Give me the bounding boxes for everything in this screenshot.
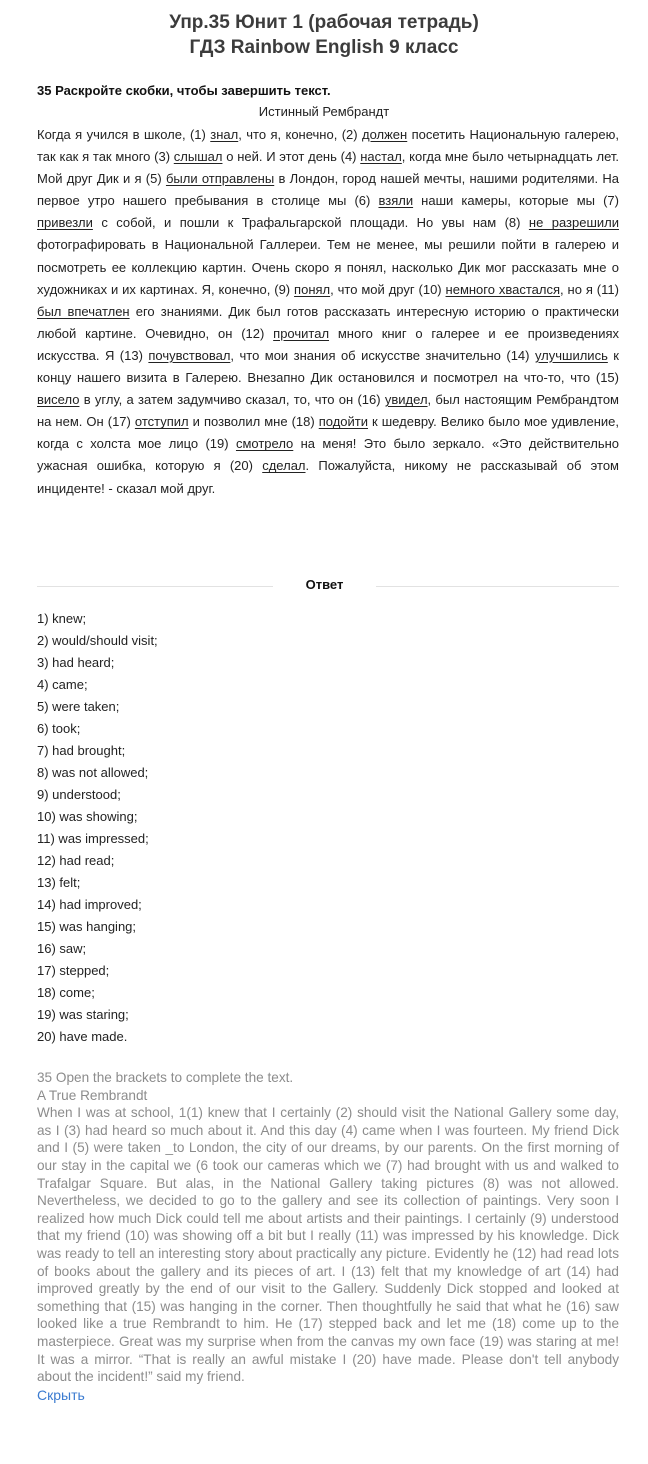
answer-item: 9) understood; <box>37 787 121 802</box>
answer-item: 18) come; <box>37 985 95 1000</box>
underlined-answer-word: сделал <box>262 458 306 474</box>
page-title <box>0 10 648 60</box>
text-segment: , но я (11) <box>560 281 619 297</box>
text-segment: , когда мне было четырнадцать лет. Мой друг Дик и я (5) <box>37 149 619 187</box>
underlined-answer-word: подойти <box>318 414 369 430</box>
answer-item: 14) had improved; <box>37 897 142 912</box>
text-segment: . Пожалуйста, никому не рассказывай об этом инциденте! - сказал мой друг. <box>37 458 619 496</box>
answer-item: 1) knew; <box>37 611 87 626</box>
text-segment: фотографировать в Национальной Галлереи. Тем не менее, мы решили пойти в галерею и посмотреть ее коллекцию картин. Очень скоро я понял, насколько Дик мог рассказать мне о художниках и их картинах. Я, конечно, (9) <box>37 237 619 297</box>
text-segment: , что я, конечно, (2) <box>238 127 362 142</box>
text-segment: и позволил мне (18) <box>188 414 319 430</box>
answer-item: 4) came; <box>37 677 88 692</box>
text-segment: к концу нашего визита в Галерею. Внезапно Дик остановился и посмотрел на что-то, что (15) <box>37 347 619 386</box>
answer-label: Ответ <box>305 577 344 592</box>
text-segment: в углу, а затем задумчиво сказал, то, что он (16) <box>79 392 385 408</box>
underlined-answer-word: почувствовал <box>148 347 231 363</box>
answer-item: 15) was hanging; <box>37 919 137 934</box>
answer-item: 16) saw; <box>37 941 87 956</box>
text-segment: , что мои знания об искусстве значительно (14) <box>230 347 535 363</box>
answer-item: 2) would/should visit; <box>37 633 158 648</box>
answer-item: 20) have made. <box>37 1029 128 1044</box>
underlined-answer-word: смотрело <box>235 436 294 452</box>
underlined-answer-word: немного хвастался <box>445 281 561 297</box>
english-heading: 35 Open the brackets to complete the text. <box>37 1070 294 1085</box>
text-segment: на меня! Это было зеркало. «Это действительно ужасная ошибка, которую я (20) <box>37 436 619 474</box>
answer-item: 10) was showing; <box>37 809 138 824</box>
underlined-answer-word: не разрешили <box>528 215 619 231</box>
answer-item: 19) was staring; <box>37 1007 129 1022</box>
underlined-answer-word: был впечатлен <box>37 303 130 319</box>
text-segment: в Лондон, город нашей мечты, нашими родителями. На первое утро нашего пребывания в столице мы (6) <box>37 171 620 209</box>
answer-item: 12) had read; <box>37 853 115 868</box>
task-heading: 35 Раскройте скобки, чтобы завершить текст. <box>37 83 331 98</box>
text-segment: много книг о галерее и ее произведениях искусства. Я (13) <box>37 325 619 363</box>
answer-item: 6) took; <box>37 721 81 736</box>
answer-item: 7) had brought; <box>37 743 126 758</box>
text-segment: , был настоящим Рембрандтом на нем. Он (17) <box>37 392 619 430</box>
hide-link[interactable]: Скрыть <box>37 1386 85 1403</box>
text-segment: посетить Национальную галерею, так как я так много (3) <box>37 127 619 165</box>
answer-item: 17) stepped; <box>37 963 110 978</box>
underlined-answer-word: прочитал <box>273 325 330 341</box>
answer-item: 5) were taken; <box>37 699 120 714</box>
text-segment: , что мой друг (10) <box>330 281 446 297</box>
underlined-answer-word: улучшились <box>534 347 608 363</box>
answer-item: 8) was not allowed; <box>37 765 149 780</box>
underlined-answer-word: увидел <box>384 392 428 408</box>
english-text: When I was at school, 1(1) knew that I certainly (2) should visit the National Gallery some day, as I (3) had heard so much about it. And this day (4) came when I was fourteen. My friend Dick and I (5) were taken _to London, the city of our dreams, by our parents. On the first morning of our stay in the capital we (6 took our cameras which we (7) had brought with us and walked to Trafalgar Square. But alas, in the National Gallery taking pictures (8) was not allowed. Nevertheless, we decided to go to the gallery and see its collection of paintings. Very soon I realized how much Dick could tell me about artists and their paintings. I certainly (9) understood that my friend (10) was showing off a bit but I really (11) was impressed by his knowledge. Dick was ready to tell an interesting story about practically any picture. Evidently he (12) had read lots of books about the gallery and its pieces of art. I (13) felt that my knowledge of art (14) had improved greatly by the end of our visit to the Gallery. Suddenly Dick stopped and looked at something that (15) was hanging in the corner. Then thoughtfully he said that what he (16) saw looked like a true Rembrandt to him. He (17) stepped back and let me (18) come up to the masterpiece. Great was my surprise when from the canvas my own face (19) was staring at me! It was a mirror. “That is really an awful mistake I (20) have made. Please don't tell anybody about the incident!” said my friend. <box>37 1105 619 1385</box>
underlined-answer-word: слышал <box>173 149 223 165</box>
answer-item: 13) felt; <box>37 875 81 890</box>
underlined-answer-word: были отправлены <box>165 171 275 187</box>
text-segment: Когда я учился в школе, (1) <box>37 127 211 142</box>
page-title-line-1: Упр.35 Юнит 1 (рабочая тетрадь) <box>169 12 479 33</box>
underlined-answer-word: висело <box>37 392 80 408</box>
underlined-answer-word: взяли <box>378 193 414 209</box>
underlined-answer-word: отступил <box>134 414 189 430</box>
russian-translation-text <box>37 124 619 500</box>
text-segment: его знаниями. Дик был готов рассказать интересную историю о практически любой картине. Очевидно, он (12) <box>37 303 619 341</box>
underlined-answer-word: настал <box>360 149 402 165</box>
underlined-answer-word: знал <box>210 127 239 142</box>
divider-left <box>37 586 273 587</box>
answer-item: 11) was impressed; <box>37 831 149 846</box>
text-segment: о ней. И этот день (4) <box>222 149 361 165</box>
text-segment: к шедевру. Велико было мое удивление, когда с холста мое лицо (19) <box>37 414 620 452</box>
answer-item: 3) had heard; <box>37 655 115 670</box>
text-segment: с собой, и пошли к Трафальгарской площади. Но увы нам (8) <box>92 215 529 231</box>
underlined-answer-word: должен <box>362 127 408 142</box>
story-title: Истинный Рембрандт <box>258 104 390 119</box>
divider-right <box>376 586 619 587</box>
answer-list <box>37 608 158 1048</box>
english-story-title: A True Rembrandt <box>37 1087 148 1103</box>
english-original-block <box>37 1069 619 1404</box>
page-title-line-2: ГДЗ Rainbow English 9 класс <box>189 37 459 58</box>
underlined-answer-word: привезли <box>37 215 93 231</box>
underlined-answer-word: понял <box>294 281 331 297</box>
text-segment: наши камеры, которые мы (7) <box>413 193 619 209</box>
